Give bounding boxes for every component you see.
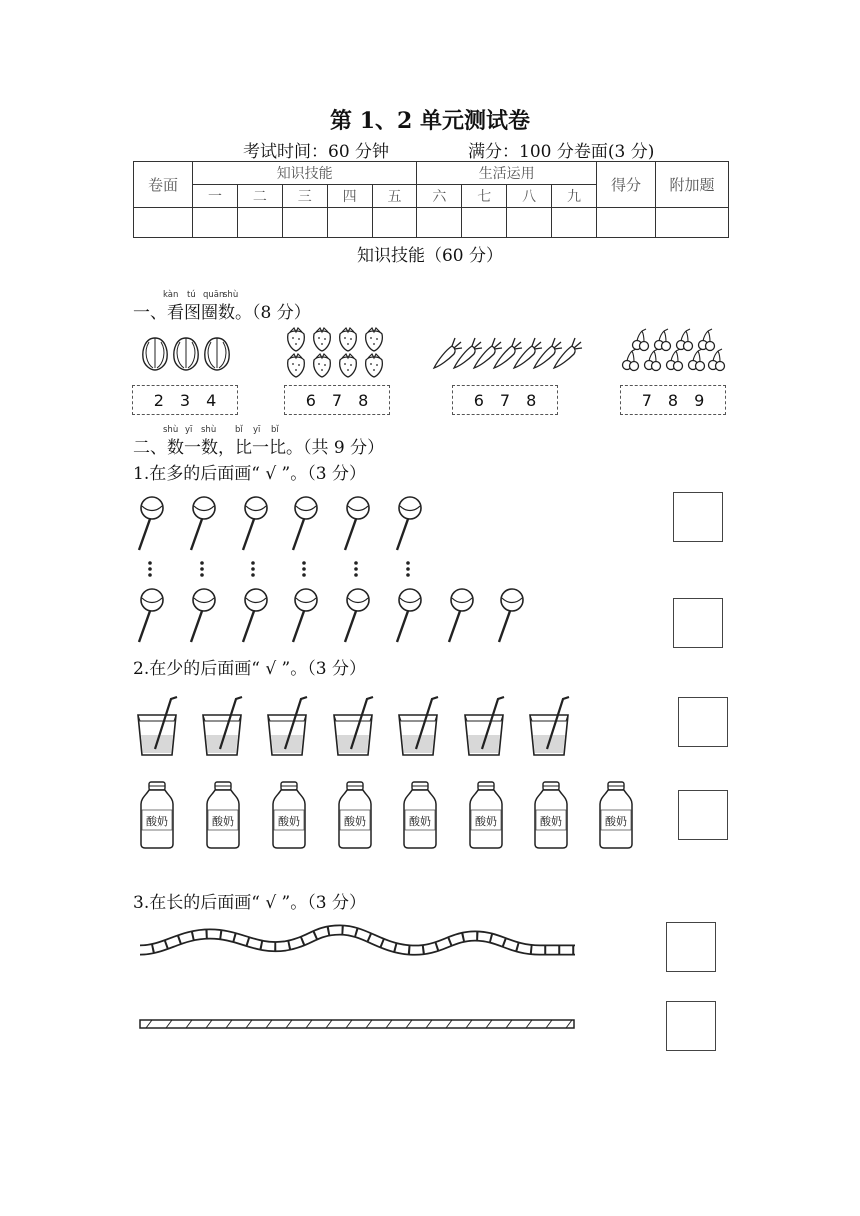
cherry-group [623, 329, 725, 371]
lollipop-icon [345, 589, 369, 642]
defen-header: 得分 [597, 162, 656, 208]
q2-title: 二、数一数，比一比。（共 9 分） [133, 438, 385, 458]
col-8: 八 [507, 185, 552, 208]
col-7: 七 [462, 185, 507, 208]
cup-icon [399, 697, 438, 755]
option-number[interactable]: 7 [499, 390, 511, 410]
q2-pinyin-5: yī [253, 425, 261, 435]
strawberry-group [288, 328, 383, 377]
q1-pinyin-1: kàn [163, 290, 179, 300]
lollipop-icon [293, 497, 317, 550]
strawberry-icon [366, 328, 383, 351]
cup-icon [138, 697, 177, 755]
bottle-label: 酸奶 [278, 815, 300, 828]
col-4: 四 [327, 185, 372, 208]
lollipop-row-1 [139, 497, 421, 550]
option-number[interactable]: 7 [331, 390, 343, 410]
option-number[interactable]: 2 [153, 390, 164, 410]
option-number[interactable]: 6 [473, 390, 484, 410]
cherry-icon [667, 349, 683, 371]
cabbage-group [143, 338, 229, 370]
lollipop-icon [243, 497, 267, 550]
cabbage-icon [205, 338, 229, 370]
cherry-icon [689, 349, 705, 371]
strawberry-icon [340, 328, 357, 351]
lollipop-icon [139, 589, 163, 642]
bottle-label: 酸奶 [146, 815, 168, 828]
col-9: 九 [552, 185, 597, 208]
bottle-label: 酸奶 [540, 815, 562, 828]
col-1: 一 [193, 185, 238, 208]
option-number[interactable]: 6 [305, 390, 316, 410]
page-title: 第 1、2 单元测试卷 [330, 108, 530, 134]
lollipop-icon [499, 589, 523, 642]
lollipop-icon [345, 497, 369, 550]
col-3: 三 [282, 185, 327, 208]
lollipop-icon [139, 497, 163, 550]
cabbage-icon [143, 338, 167, 370]
option-number[interactable]: 8 [526, 390, 537, 410]
option-number[interactable]: 3 [179, 390, 191, 410]
cup-row [138, 697, 569, 755]
option-number[interactable]: 8 [667, 390, 679, 410]
answer-box-less-1[interactable] [678, 697, 728, 747]
q1-title: 一、看图圈数。（8 分） [133, 303, 311, 323]
bottle-label: 酸奶 [212, 815, 234, 828]
exam-time: 考试时间：60 分钟 [243, 142, 390, 162]
carrot-icon [554, 338, 582, 368]
q2-sub1-title: 1.在多的后面画“ √ ”。（3 分） [133, 464, 366, 484]
option-box-2[interactable] [284, 385, 390, 415]
lollipop-icon [191, 497, 215, 550]
strawberry-icon [288, 328, 305, 351]
q2-pinyin-4: bǐ [235, 425, 243, 435]
cherry-icon [699, 329, 715, 351]
bottle-label: 酸奶 [475, 815, 497, 828]
option-box-4[interactable] [620, 385, 726, 415]
q2-sub2-title: 2.在少的后面画“ √ ”。（3 分） [133, 659, 366, 679]
option-number[interactable]: 8 [358, 390, 369, 410]
answer-box-long-1[interactable] [666, 922, 716, 972]
option-number[interactable]: 7 [641, 390, 652, 410]
cherry-icon [633, 329, 649, 351]
answer-box-long-2[interactable] [666, 1001, 716, 1051]
q1-pinyin-4: shù [223, 290, 239, 300]
cherry-icon [623, 349, 639, 371]
lollipop-icon [397, 589, 421, 642]
q2-pinyin-1: shù [163, 425, 179, 435]
bottle-label: 酸奶 [344, 815, 366, 828]
lollipop-icon [243, 589, 267, 642]
dot-connectors [148, 561, 410, 577]
strawberry-icon [288, 354, 305, 377]
lollipop-icon [397, 497, 421, 550]
lollipop-icon [449, 589, 473, 642]
option-number[interactable]: 9 [694, 390, 705, 410]
carrot-group [434, 338, 582, 368]
cherry-icon [645, 349, 661, 371]
answer-box-more-1[interactable] [673, 492, 723, 542]
lollipop-icon [293, 589, 317, 642]
option-box-1[interactable] [132, 385, 238, 415]
cherry-icon [655, 329, 671, 351]
col-6: 六 [417, 185, 462, 208]
cup-icon [334, 697, 373, 755]
strawberry-icon [314, 328, 331, 351]
q2-sub3-title: 3.在长的后面画“ √ ”。（3 分） [133, 893, 366, 913]
q2-pinyin-6: bǐ [271, 425, 279, 435]
option-number[interactable]: 4 [206, 390, 217, 410]
option-box-3[interactable] [452, 385, 558, 415]
bottle-label: 酸奶 [409, 815, 431, 828]
cherry-icon [709, 349, 725, 371]
zhishi-header: 知识技能 [193, 162, 417, 185]
cup-icon [203, 697, 242, 755]
cup-icon [465, 697, 504, 755]
section-title: 知识技能（60 分） [356, 246, 504, 266]
cup-icon [530, 697, 569, 755]
strawberry-icon [314, 354, 331, 377]
q1-pinyin-2: tú [187, 290, 196, 300]
q1-pinyin-3: quān [203, 290, 225, 300]
exam-score: 满分：100 分卷面(3 分) [468, 142, 655, 162]
shenghuo-header: 生活运用 [417, 162, 597, 185]
strawberry-icon [340, 354, 357, 377]
cherry-icon [677, 329, 693, 351]
fujia-header: 附加题 [656, 162, 729, 208]
cabbage-icon [174, 338, 198, 370]
lollipop-icon [191, 589, 215, 642]
juanmian-header: 卷面 [134, 162, 193, 208]
lollipop-row-2 [139, 589, 523, 642]
answer-box-less-2[interactable] [678, 790, 728, 840]
col-2: 二 [237, 185, 282, 208]
bottle-label: 酸奶 [605, 815, 627, 828]
wavy-rope [140, 930, 575, 950]
q2-pinyin-3: shù [201, 425, 217, 435]
answer-box-more-2[interactable] [673, 598, 723, 648]
col-5: 五 [372, 185, 417, 208]
straight-rope [140, 1020, 574, 1028]
cup-icon [268, 697, 307, 755]
strawberry-icon [366, 354, 383, 377]
q2-pinyin-2: yī [185, 425, 193, 435]
